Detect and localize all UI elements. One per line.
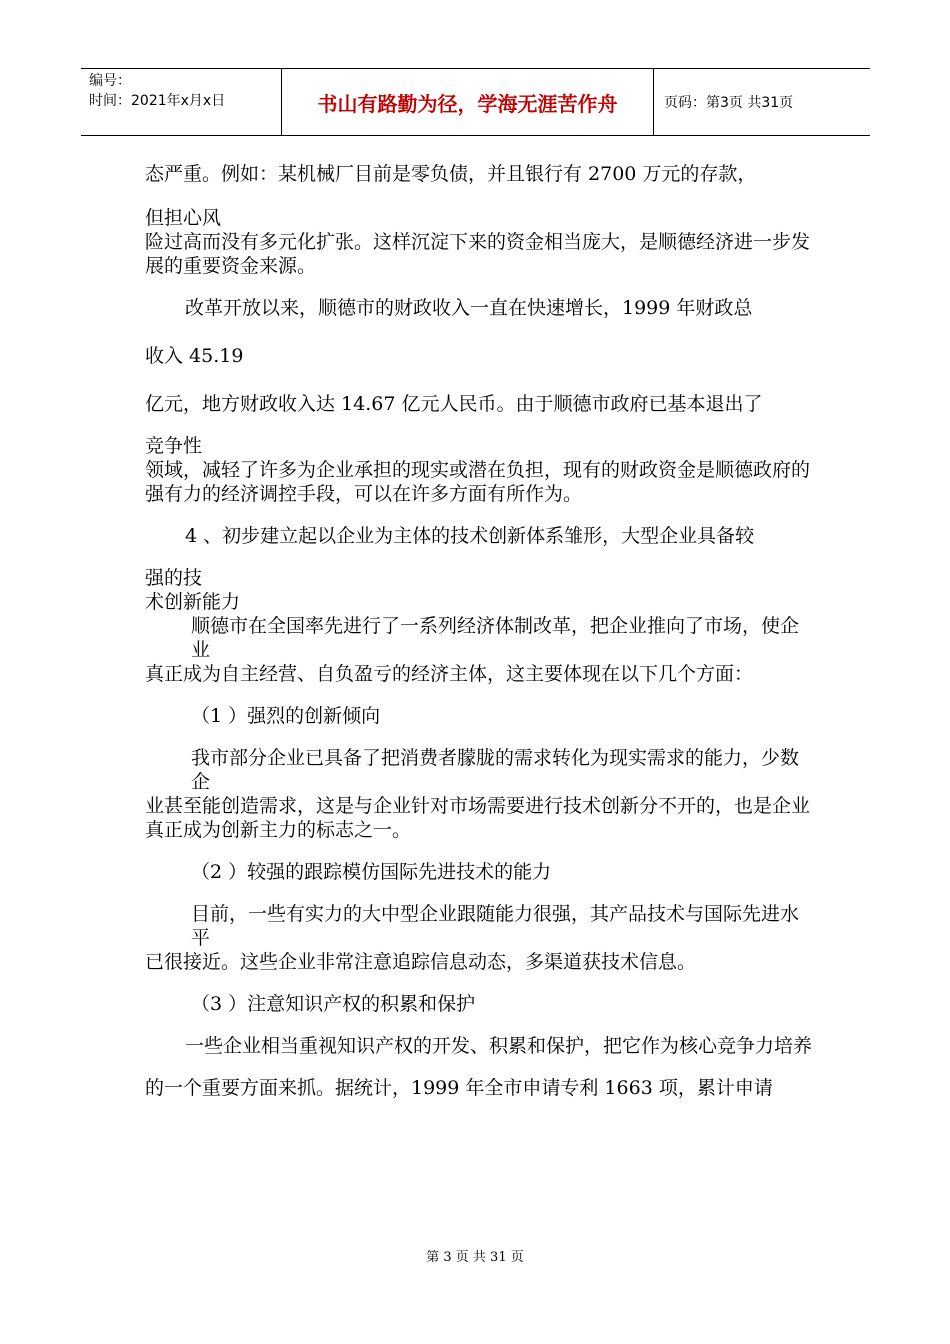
- paragraph-line: 已很接近。这些企业非常注意追踪信息动态，多渠道获技术信息。: [145, 951, 697, 973]
- paragraph-line: 但担心风: [145, 207, 222, 229]
- paragraph-line: 强有力的经济调控手段，可以在许多方面有所作为。: [145, 483, 583, 505]
- paragraph-line: 的一个重要方面来抓。据统计，1999 年全市申请专利 1663 项，累计申请: [145, 1077, 773, 1099]
- header-motto: 书山有路勤为径，学海无涯苦作舟: [282, 69, 654, 135]
- page-footer: 第 3 页 共 31 页: [426, 1250, 524, 1265]
- subsection-heading: （2 ）较强的跟踪模仿国际先进技术的能力: [191, 861, 552, 883]
- header-meta: [81, 69, 282, 135]
- paragraph-line: 险过高而没有多元化扩张。这样沉淀下来的资金相当庞大，是顺德经济进一步发: [145, 231, 811, 253]
- paragraph-line: 一些企业相当重视知识产权的开发、积累和保护，把它作为核心竞争力培养: [185, 1035, 813, 1057]
- document-body: [145, 162, 815, 1100]
- paragraph-line: 我市部分企业已具备了把消费者朦胧的需求转化为现实需求的能力，少数企: [191, 747, 800, 793]
- subsection-heading: （3 ）注意知识产权的积累和保护: [191, 993, 476, 1015]
- subsection-heading: （1 ）强烈的创新倾向: [191, 705, 381, 727]
- header-page-info: 页码：第3页 共31页: [664, 95, 794, 111]
- paragraph-line: 态严重。例如：某机械厂目前是零负债，并且银行有 2700 万元的存款，: [145, 163, 757, 185]
- page-header: [81, 68, 870, 136]
- paragraph-line: 展的重要资金来源。: [145, 255, 317, 277]
- paragraph-line: 术创新能力: [145, 591, 241, 613]
- paragraph-line: 真正成为自主经营、自负盈亏的经济主体，这主要体现在以下几个方面：: [145, 663, 754, 685]
- paragraph-line: 强的技: [145, 567, 203, 589]
- section-heading: 4 、初步建立起以企业为主体的技术创新体系雏形，大型企业具备较: [185, 525, 755, 547]
- paragraph-line: 真正成为创新主力的标志之一。: [145, 819, 412, 841]
- paragraph-line: 收入 45.19: [145, 345, 244, 367]
- time-label: 时间：2021年x月x日: [89, 93, 226, 109]
- paragraph-line: 亿元，地方财政收入达 14.67 亿元人民币。由于顺德市政府已基本退出了: [145, 393, 763, 415]
- number-label: 编号：: [89, 73, 131, 89]
- paragraph-line: 顺德市在全国率先进行了一系列经济体制改革，把企业推向了市场，使企业: [191, 615, 800, 661]
- paragraph-line: 业甚至能创造需求，这是与企业针对市场需要进行技术创新分不开的，也是企业: [145, 795, 811, 817]
- paragraph-line: 领域，减轻了许多为企业承担的现实或潜在负担，现有的财政资金是顺德政府的: [145, 459, 811, 481]
- paragraph-line: 竞争性: [145, 435, 203, 457]
- paragraph-line: 改革开放以来，顺德市的财政收入一直在快速增长，1999 年财政总: [185, 297, 753, 319]
- paragraph-line: 目前，一些有实力的大中型企业跟随能力很强，其产品技术与国际先进水平: [191, 903, 800, 949]
